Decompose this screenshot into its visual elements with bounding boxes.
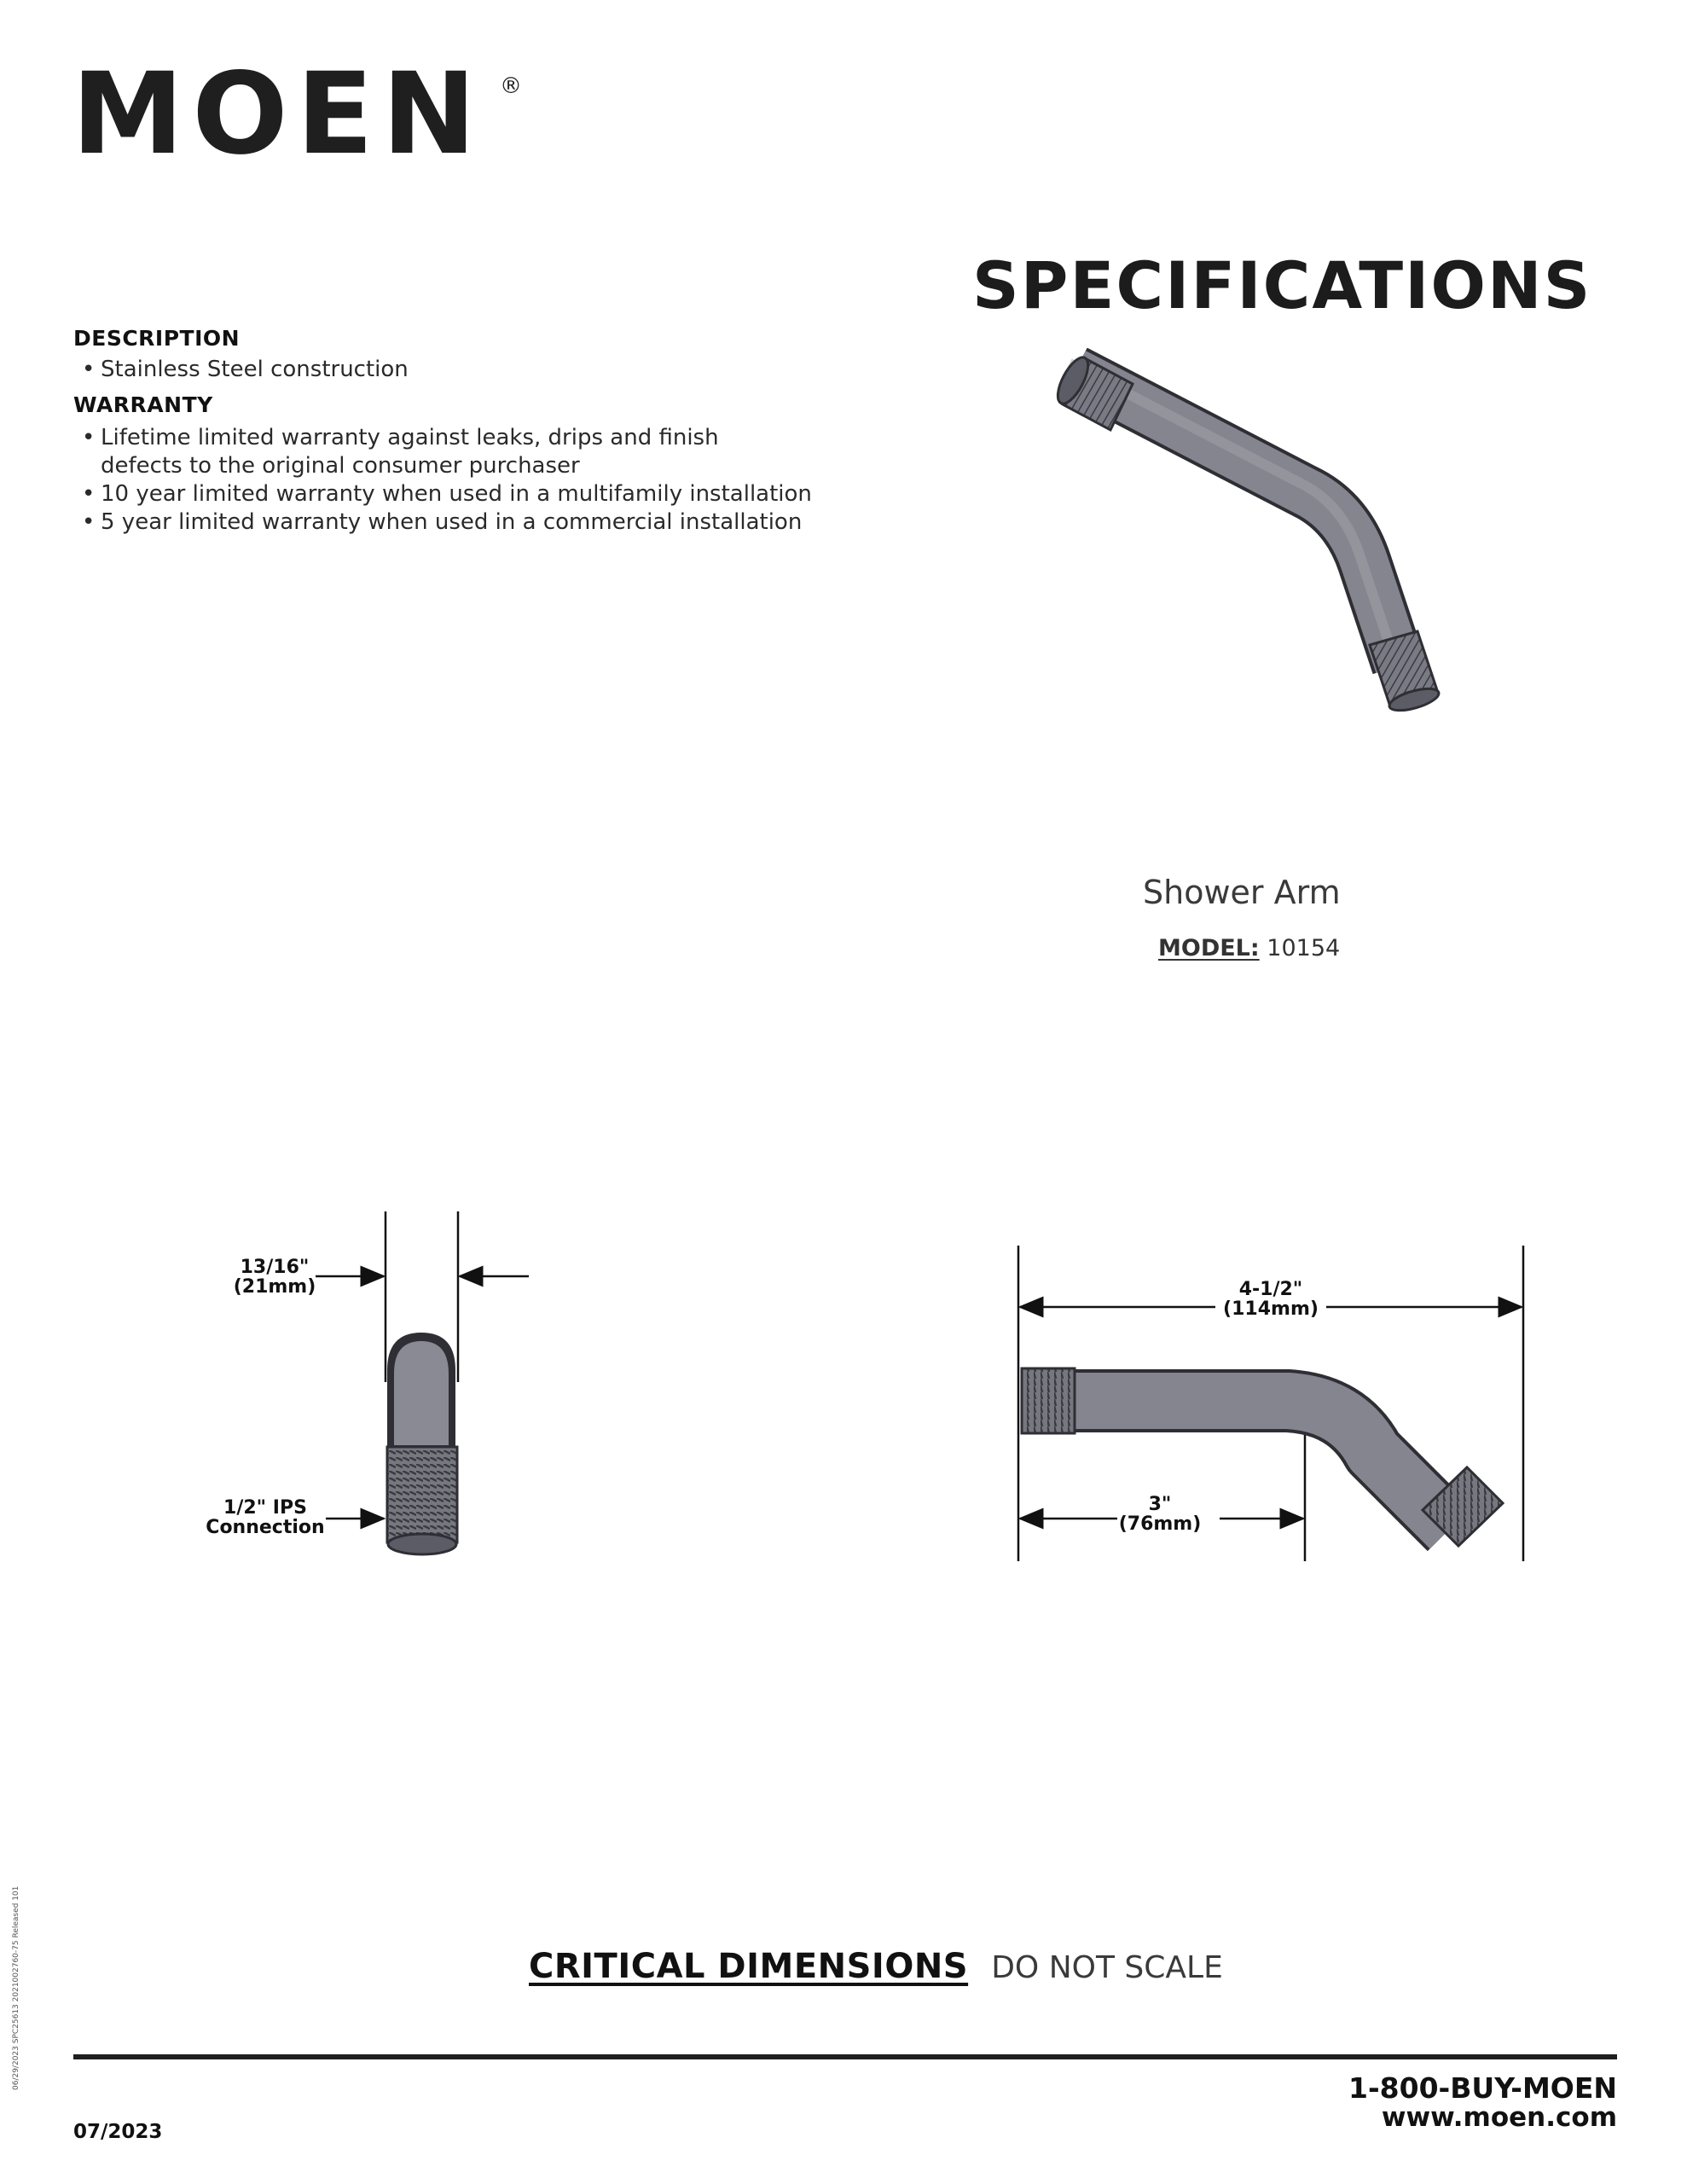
- bullet-icon: •: [82, 425, 96, 450]
- warranty-bullet: • 10 year limited warranty when used in a multifamily installation: [82, 481, 812, 507]
- do-not-scale-note: DO NOT SCALE: [991, 1950, 1223, 1985]
- document-code: 06/29/2023 SPC25613 2021002760-75 Released 101: [12, 1885, 20, 2090]
- bullet-icon: •: [82, 357, 96, 382]
- brand-logo: MOEN: [72, 49, 485, 180]
- registered-mark: ®: [500, 73, 522, 99]
- diameter-dimension-label: 13/16" (21mm): [233, 1257, 316, 1298]
- bullet-icon: •: [82, 481, 96, 507]
- critical-dimensions-title: CRITICAL DIMENSIONS: [529, 1947, 969, 1986]
- shower-arm-product-image: [1023, 341, 1467, 751]
- footer-date: 07/2023: [73, 2121, 163, 2143]
- connection-dimension-label: 1/2" IPS Connection: [206, 1497, 325, 1539]
- model-label: MODEL:: [1158, 935, 1260, 961]
- length-dimension-label: 4-1/2" (114mm): [1223, 1279, 1319, 1321]
- straight-length-dimension-label: 3" (76mm): [1118, 1494, 1202, 1536]
- footer-phone: 1-800-BUY-MOEN: [1348, 2071, 1617, 2105]
- warranty-bullet: • 5 year limited warranty when used in a commercial installation: [82, 509, 803, 535]
- model-number-row: [1158, 935, 1340, 961]
- bullet-icon: •: [82, 509, 96, 535]
- description-bullet: • Stainless Steel construction: [82, 357, 409, 382]
- warranty-bullet: • Lifetime limited warranty against leaks, drips and finish: [82, 425, 719, 450]
- warranty-heading: WARRANTY: [73, 392, 213, 417]
- critical-dimensions-heading: [529, 1947, 1223, 1986]
- model-number: 10154: [1267, 935, 1341, 961]
- page-title: SPECIFICATIONS: [972, 247, 1592, 323]
- footer-website: www.moen.com: [1381, 2102, 1617, 2133]
- warranty-bullet-continuation: defects to the original consumer purchaser: [101, 453, 580, 479]
- product-name: Shower Arm: [1143, 874, 1341, 911]
- footer-divider: [73, 2054, 1617, 2059]
- description-heading: DESCRIPTION: [73, 326, 241, 351]
